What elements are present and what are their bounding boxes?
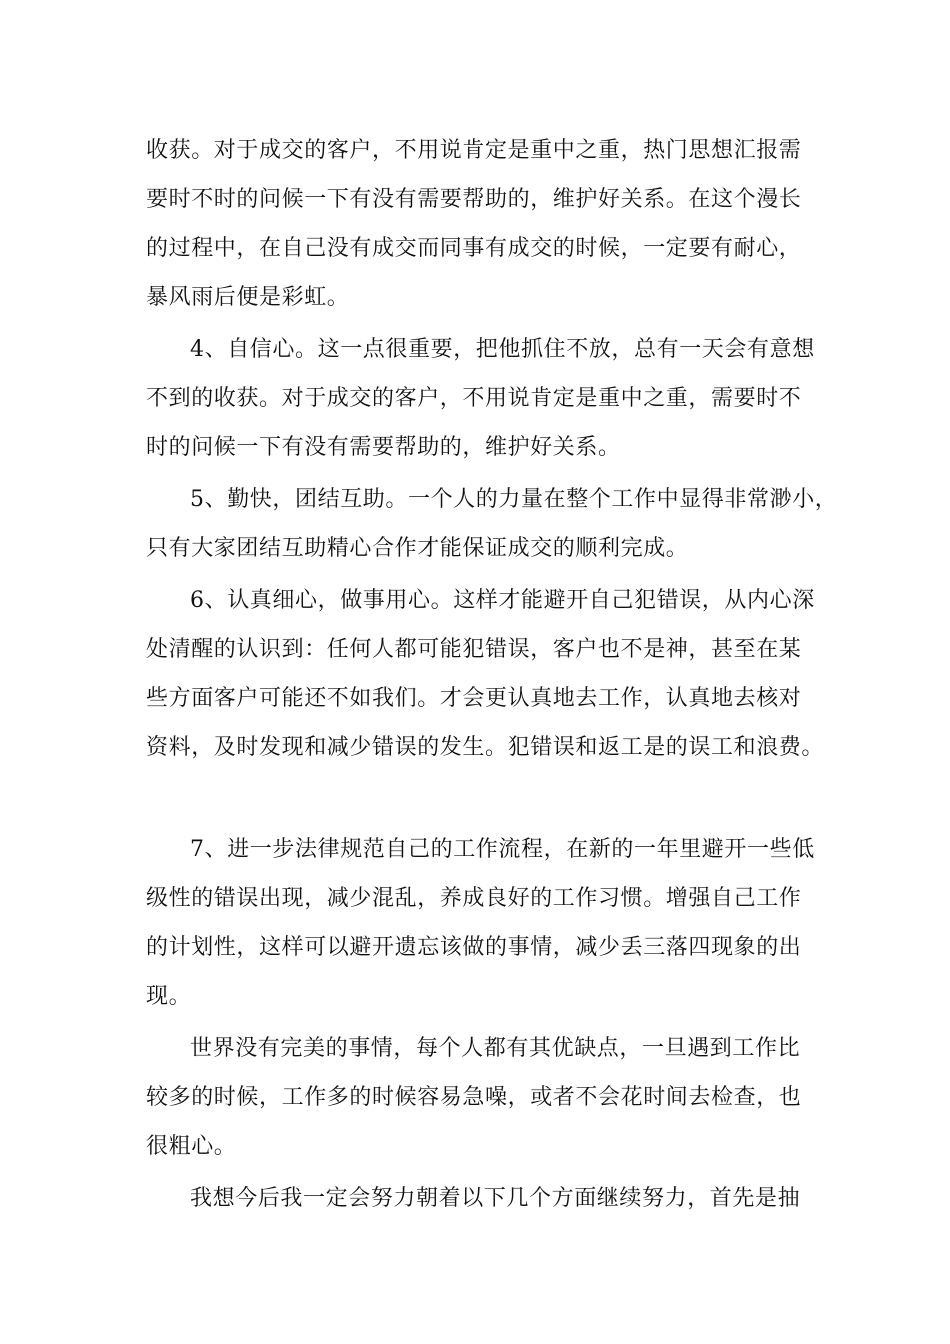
text-line [0, 476, 950, 524]
text-line [0, 1025, 950, 1073]
text-line-content: 级性的错误出现，减少混乱，养成良好的工作习惯。增强自己工作 [146, 886, 802, 911]
text-line [0, 1074, 950, 1122]
text-line-content: 很粗心。 [146, 1134, 237, 1159]
text-line-content: 6、认真细心，做事用心。这样才能避开自己犯错误，从内心深 [190, 588, 815, 613]
text-line [0, 626, 950, 674]
text-line [0, 1175, 950, 1223]
text-line-content: 的过程中，在自己没有成交而同事有成交的时候，一定要有耐心， [146, 236, 802, 261]
text-line [0, 675, 950, 723]
text-line [0, 724, 950, 772]
text-line-content: 些方面客户可能还不如我们。才会更认真地去工作，认真地去核对 [146, 686, 802, 711]
text-line-content: 现。 [146, 984, 192, 1009]
text-line [0, 924, 950, 972]
text-line-content: 的计划性，这样可以避开遗忘该做的事情，减少丢三落四现象的出 [146, 935, 802, 960]
text-line [0, 225, 950, 273]
text-line-content: 较多的时候，工作多的时候容易急噪，或者不会花时间去检查，也 [146, 1085, 802, 1110]
text-line-content: 5、勤快，团结互助。一个人的力量在整个工作中显得非常渺小， [190, 487, 838, 512]
text-line-content: 只有大家团结互助精心合作才能保证成交的顺利完成。 [146, 536, 689, 561]
text-line [0, 875, 950, 923]
text-line-content: 暴风雨后便是彩虹。 [146, 285, 350, 310]
text-line-content: 收获。对于成交的客户，不用说肯定是重中之重，热门思想汇报需 [146, 138, 802, 163]
text-line [0, 375, 950, 423]
text-line [0, 1123, 950, 1171]
text-line [0, 176, 950, 224]
text-line-content: 处清醒的认识到：任何人都可能犯错误，客户也不是神，甚至在某 [146, 637, 802, 662]
text-line [0, 577, 950, 625]
text-line-content: 时的问候一下有没有需要帮助的，维护好关系。 [146, 435, 621, 460]
text-line-content: 资料，及时发现和减少错误的发生。犯错误和返工是的误工和浪费。 [146, 735, 825, 760]
text-line [0, 326, 950, 374]
text-line [0, 525, 950, 573]
text-line-content: 4、自信心。这一点很重要，把他抓住不放，总有一天会有意想 [190, 337, 815, 362]
text-line-content: 我想今后我一定会努力朝着以下几个方面继续努力，首先是抽 [190, 1186, 801, 1211]
text-line [0, 274, 950, 322]
text-line-content: 不到的收获。对于成交的客户，不用说肯定是重中之重，需要时不 [146, 386, 802, 411]
text-line-content: 世界没有完美的事情，每个人都有其优缺点，一旦遇到工作比 [190, 1036, 801, 1061]
text-line [0, 127, 950, 175]
text-line [0, 826, 950, 874]
text-line-content: 要时不时的问候一下有没有需要帮助的，维护好关系。在这个漫长 [146, 187, 802, 212]
text-line [0, 973, 950, 1021]
text-line [0, 424, 950, 472]
text-line-content: 7、进一步法律规范自己的工作流程，在新的一年里避开一些低 [190, 837, 815, 862]
